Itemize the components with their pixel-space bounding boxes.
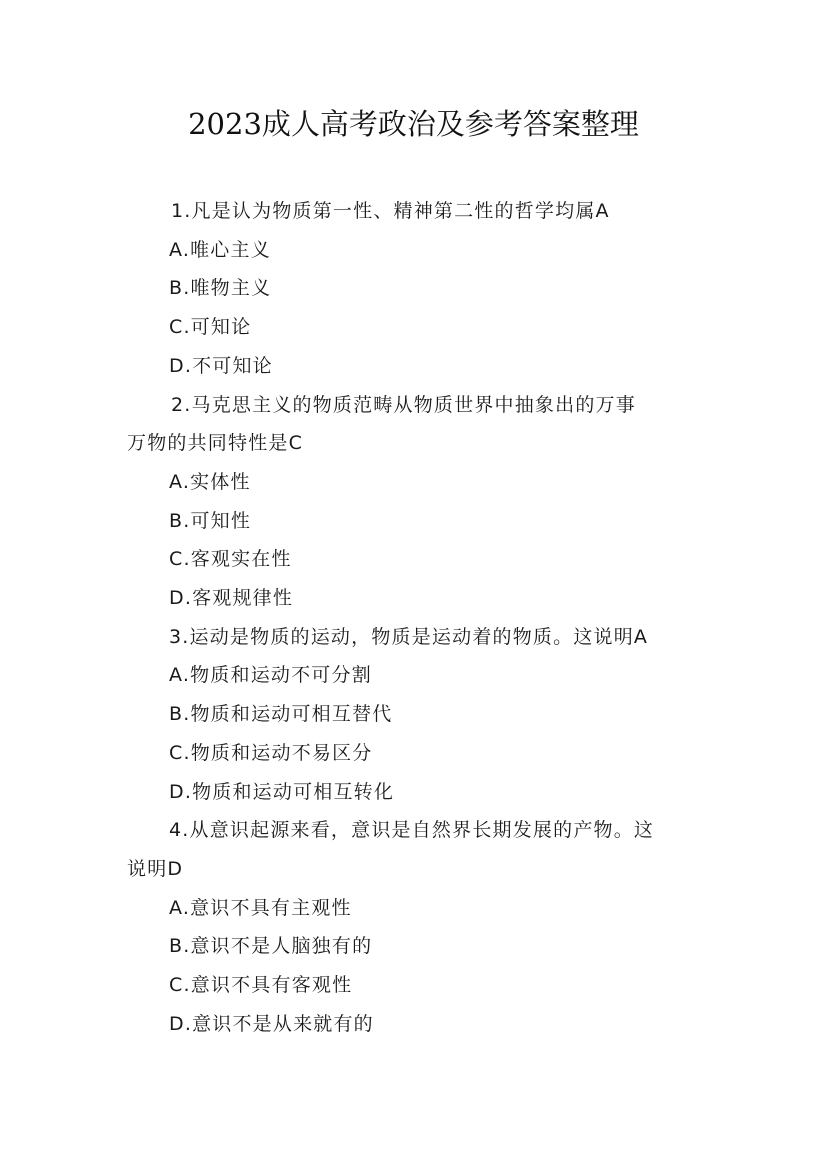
question-1-option-b: B.唯物主义 bbox=[169, 277, 272, 300]
question-2-text: 2.马克思主义的物质范畴从物质世界中抽象出的万事 bbox=[171, 393, 636, 416]
question-1-option-c: C.可知论 bbox=[169, 316, 252, 339]
question-4-option-b: B.意识不是人脑独有的 bbox=[169, 935, 373, 958]
question-3-option-d: D.物质和运动可相互转化 bbox=[169, 780, 395, 803]
question-2-text-continued: 万物的共同特性是C bbox=[127, 432, 304, 455]
question-2-option-a: A.实体性 bbox=[169, 470, 251, 493]
question-2-option-b: B.可知性 bbox=[169, 509, 252, 532]
question-4-text-continued: 说明D bbox=[127, 857, 184, 880]
question-1-option-d: D.不可知论 bbox=[169, 354, 273, 377]
question-2-option-d: D.客观规律性 bbox=[169, 587, 294, 610]
document-body bbox=[127, 192, 707, 1043]
question-1-option-a: A.唯心主义 bbox=[169, 238, 271, 261]
question-2-option-c: C.客观实在性 bbox=[169, 548, 292, 571]
document-title: 2023成人高考政治及参考答案整理 bbox=[188, 107, 639, 141]
question-3-option-b: B.物质和运动可相互替代 bbox=[169, 703, 393, 726]
question-4-option-d: D.意识不是从来就有的 bbox=[169, 1012, 374, 1035]
question-4-option-a: A.意识不具有主观性 bbox=[169, 896, 352, 919]
question-3-option-c: C.物质和运动不易区分 bbox=[169, 741, 373, 764]
question-1-text: 1.凡是认为物质第一性、精神第二性的哲学均属A bbox=[171, 200, 610, 222]
question-3-option-a: A.物质和运动不可分割 bbox=[169, 664, 372, 687]
question-4-option-c: C.意识不具有客观性 bbox=[169, 974, 353, 997]
question-3-text: 3.运动是物质的运动，物质是运动着的物质。这说明A bbox=[169, 625, 649, 648]
question-4-text: 4.从意识起源来看，意识是自然界长期发展的产物。这 bbox=[169, 819, 655, 842]
